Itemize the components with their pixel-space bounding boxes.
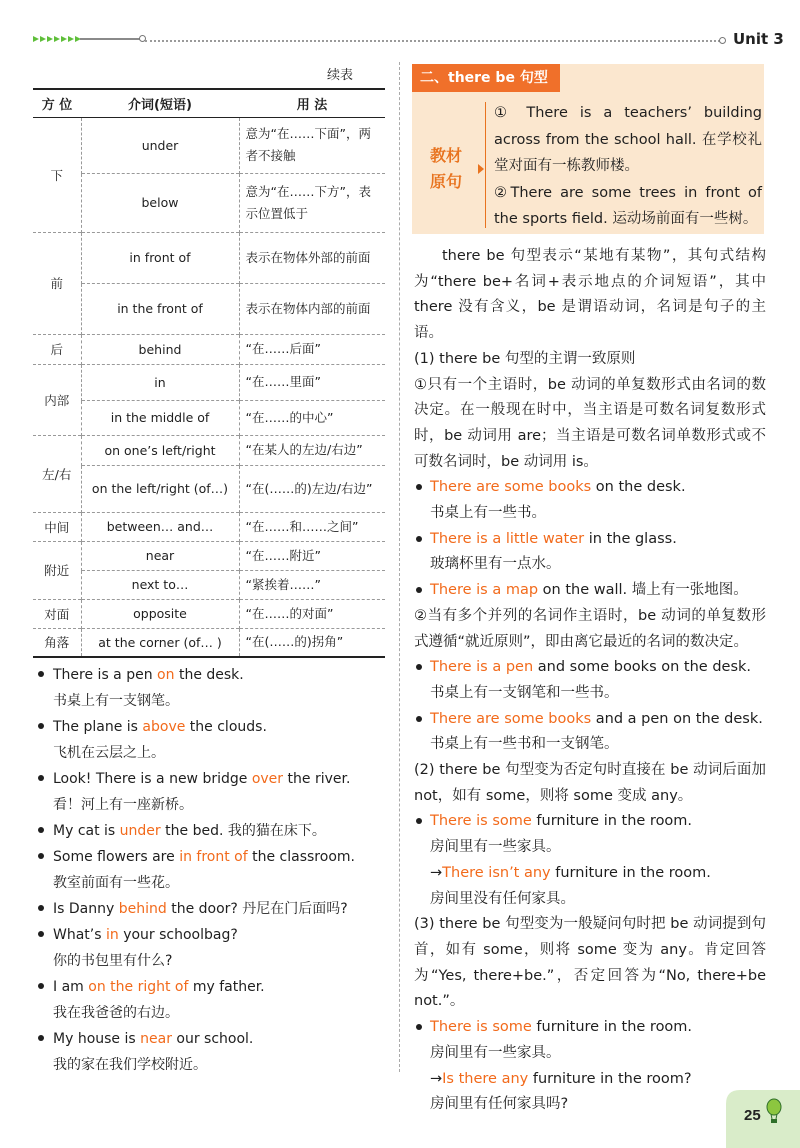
table-row xyxy=(33,541,385,570)
page-number-badge xyxy=(712,1084,800,1148)
source-sentences xyxy=(494,100,762,233)
phrase-cell: in front of xyxy=(81,232,239,283)
list-item: What’s in your schoolbag? 你的书包里有什么? xyxy=(36,922,386,974)
position-cell: 下 xyxy=(33,117,81,232)
phrase-cell: near xyxy=(81,541,239,570)
table-row xyxy=(33,628,385,657)
arrow-icon: → xyxy=(430,864,443,881)
phrase-cell: under xyxy=(81,117,239,173)
list-item: The plane is above the clouds. 飞机在云层之上。 xyxy=(36,714,386,766)
list-item: There are some books and a pen on the desk. 书桌上有一些书和一支钢笔。 xyxy=(414,707,766,758)
list-item: There is a little water in the glass. 玻璃杯里有一点水。 xyxy=(414,527,766,578)
usage-cell: 意为“在……下面”，两者不接触 xyxy=(239,117,385,173)
list-item: There is a map on the wall. 墙上有一张地图。 xyxy=(414,578,766,604)
table-row xyxy=(33,232,385,283)
position-cell: 对面 xyxy=(33,599,81,628)
usage-cell: 表示在物体内部的前面 xyxy=(239,283,385,334)
section-title: 二、there be 句型 xyxy=(412,64,560,92)
list-item: There is a pen on the desk. 书桌上有一支钢笔。 xyxy=(36,662,386,714)
table-row xyxy=(33,599,385,628)
rule-1-title: (1) there be 句型的主谓一致原则 xyxy=(414,350,636,367)
table-row xyxy=(33,334,385,364)
list-item: There are some books on the desk. 书桌上有一些书。 xyxy=(414,475,766,526)
list-item: My house is near our school. 我的家在我们学校附近。 xyxy=(36,1026,386,1078)
source-label: 教材原句 xyxy=(430,146,463,191)
arrow-icon: → xyxy=(430,1070,443,1087)
phrase-cell: on the left/right (of…) xyxy=(81,465,239,512)
column-divider xyxy=(399,62,400,1072)
usage-cell: “在(……的)左边/右边” xyxy=(239,465,385,512)
header-usage: 用 法 xyxy=(239,89,385,117)
phrase-cell: in the front of xyxy=(81,283,239,334)
arrow-right-icon xyxy=(478,164,484,174)
phrase-cell: in xyxy=(81,364,239,400)
left-example-list xyxy=(36,662,386,1078)
position-cell: 后 xyxy=(33,334,81,364)
header-position: 方 位 xyxy=(33,89,81,117)
usage-cell: “在……和……之间” xyxy=(239,512,385,541)
table-row xyxy=(33,512,385,541)
table-row xyxy=(33,117,385,173)
header-dotted-line xyxy=(145,40,720,42)
list-item: My cat is under the bed. 我的猫在床下。 xyxy=(36,818,386,844)
rule-3: (3) there be 句型变为一般疑问句时把 be 动词提到句首，如有 some，则将 some 变为 any。肯定回答为“Yes, there+be.”，否定回答为“No, there+be not.”。 xyxy=(414,916,766,1010)
phrase-cell: at the corner (of… ) xyxy=(81,628,239,657)
position-cell: 中间 xyxy=(33,512,81,541)
table-row xyxy=(33,570,385,599)
usage-cell: “在……里面” xyxy=(239,364,385,400)
position-cell: 前 xyxy=(33,232,81,334)
table-row xyxy=(33,173,385,232)
rule-1a: ①只有一个主语时，be 动词的单复数形式由名词的数决定。在一般现在时中，当主语是可数名词复数形式时，be 动词用 are；当主语是可数名词单数形式或不可数名词时，be 动词用 is。 xyxy=(414,376,766,470)
usage-cell: “在……后面” xyxy=(239,334,385,364)
grammar-explanation xyxy=(414,244,766,1118)
header-circle-right xyxy=(719,37,726,44)
header-line xyxy=(80,38,140,40)
phrase-cell: between… and… xyxy=(81,512,239,541)
list-item: There is a pen and some books on the desk. 书桌上有一支钢笔和一些书。 xyxy=(414,655,766,706)
phrase-cell: opposite xyxy=(81,599,239,628)
phrase-cell: next to… xyxy=(81,570,239,599)
table-row xyxy=(33,400,385,435)
phrase-cell: behind xyxy=(81,334,239,364)
usage-cell: “在某人的左边/右边” xyxy=(239,435,385,465)
list-item: I am on the right of my father. 我在我爸爸的右边。 xyxy=(36,974,386,1026)
table-row xyxy=(33,364,385,400)
header-phrase: 介词(短语) xyxy=(81,89,239,117)
source-sentence-2: ②There are some trees in front of the sports field. 运动场前面有一些树。 xyxy=(494,184,762,227)
list-item: Some flowers are in front of the classroom. 教室前面有一些花。 xyxy=(36,844,386,896)
list-item: Is Danny behind the door? 丹尼在门后面吗? xyxy=(36,896,386,922)
phrase-cell: on one’s left/right xyxy=(81,435,239,465)
rule-2: (2) there be 句型变为否定句时直接在 be 动词后面加 not，如有 some，则将 some 变成 any。 xyxy=(414,762,766,804)
position-cell: 角落 xyxy=(33,628,81,657)
phrase-cell: in the middle of xyxy=(81,400,239,435)
table-row xyxy=(33,283,385,334)
source-sentence-1: ① There is a teachers’ building across from the school hall. 在学校礼堂对面有一栋教师楼。 xyxy=(494,105,762,174)
header-arrows xyxy=(33,36,81,42)
table-header-row xyxy=(33,89,385,117)
position-cell: 左/右 xyxy=(33,435,81,512)
table-row xyxy=(33,465,385,512)
usage-cell: “在(……的)拐角” xyxy=(239,628,385,657)
usage-cell: “在……的对面” xyxy=(239,599,385,628)
list-item: There is some furniture in the room. 房间里有一些家具。 →There isn’t any furniture in the room. 房间里没有任何家具。 xyxy=(414,809,766,912)
usage-cell: “在……的中心” xyxy=(239,400,385,435)
usage-cell: “在……附近” xyxy=(239,541,385,570)
usage-cell: 表示在物体外部的前面 xyxy=(239,232,385,283)
usage-cell: 意为“在……下方”，表示位置低于 xyxy=(239,173,385,232)
position-cell: 附近 xyxy=(33,541,81,599)
source-divider xyxy=(485,102,486,228)
position-cell: 内部 xyxy=(33,364,81,435)
continued-label: 续表 xyxy=(327,68,354,83)
list-item: There is some furniture in the room. 房间里有一些家具。 →Is there any furniture in the room? 房间里有任何家具吗? xyxy=(414,1015,766,1118)
table-row xyxy=(33,435,385,465)
usage-cell: “紧挨着……” xyxy=(239,570,385,599)
preposition-table xyxy=(33,88,385,658)
intro-paragraph: there be 句型表示“某地有某物”，其句式结构为“there be+名词+表示地点的介词短语”，其中 there 没有含义，be 是谓语动词，名词是句子的主语。 xyxy=(414,248,766,342)
phrase-cell: below xyxy=(81,173,239,232)
unit-title: Unit 3 xyxy=(733,30,784,48)
page-number: 25 xyxy=(744,1107,761,1124)
list-item: Look! There is a new bridge over the river. 看！河上有一座新桥。 xyxy=(36,766,386,818)
rule-1b: ②当有多个并列的名词作主语时，be 动词的单复数形式遵循“就近原则”，即由离它最近的名词的数决定。 xyxy=(414,607,766,650)
